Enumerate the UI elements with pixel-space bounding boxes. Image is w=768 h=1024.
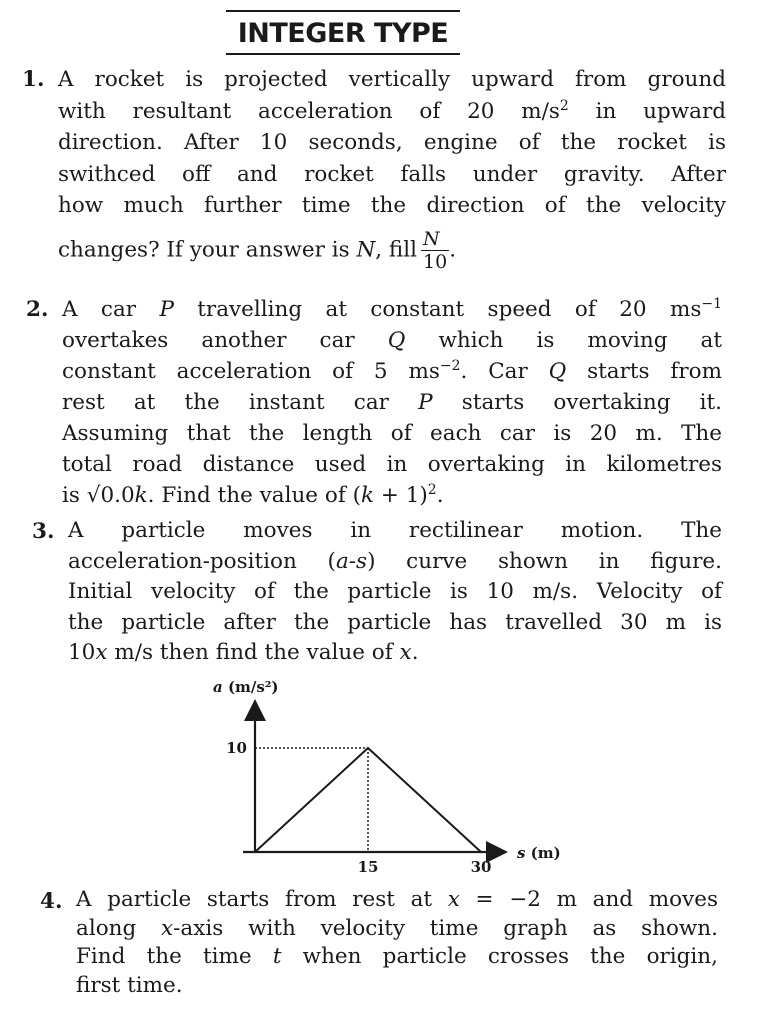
- q1-line-4: swithced off and rocket falls under gravity. After: [58, 161, 726, 187]
- x-tick-label-peak: 15: [357, 858, 379, 876]
- q4-line-1: A particle starts from rest at x = −2 m and moves: [76, 887, 718, 912]
- q2-line-2: overtakes another car Q which is moving at: [62, 328, 722, 353]
- q4-number: 4.: [40, 889, 63, 914]
- question-2: [62, 294, 722, 511]
- q4-line-4: first time.: [76, 972, 183, 998]
- q1-fraction: $\frac{N}{10}$: [423, 227, 448, 273]
- q3-line-1: A particle moves in rectilinear motion. The: [68, 518, 722, 543]
- q2-line-7: is √0.0k. Find the value of $(k + 1)^2$.: [62, 482, 444, 508]
- q2-line-1: A car P travelling at constant speed of 20 $ms^{-1}$: [62, 296, 723, 322]
- q3-line-4: the particle after the particle has travelled 30 m is: [68, 609, 722, 635]
- q2-line-4: rest at the instant car P starts overtaking it.: [62, 390, 723, 415]
- q1-line-2: with resultant acceleration of 20 $m/s^2$ in upward: [58, 97, 726, 124]
- x-tick-label-end: 30: [470, 858, 492, 876]
- q2-line-5: Assuming that the length of each car is 20 m. The: [62, 421, 722, 446]
- q3-line-2: acceleration-position (a-s) curve shown in figure.: [68, 548, 722, 574]
- q1-line-1: A rocket is projected vertically upward from ground: [58, 67, 726, 92]
- y-axis-label: a (m/s²): [213, 678, 279, 696]
- q4-line-2: along x-axis with velocity time graph as shown.: [76, 915, 718, 941]
- acceleration-position-graph: [205, 672, 585, 882]
- q2-line-3: constant acceleration of 5 $ms^{-2}$. Car Q starts from: [62, 358, 722, 384]
- y-tick-label: 10: [226, 739, 247, 757]
- q1-line-6: changes? If your answer is N, fill $\frac{N}{10}$ .: [58, 227, 457, 273]
- q1-line-3: direction. After 10 seconds, engine of the rocket is: [58, 130, 726, 156]
- q3-line-3: Initial velocity of the particle is 10 m/s. Velocity of: [68, 579, 722, 604]
- q1-number: 1.: [22, 67, 45, 92]
- q1-line-5: how much further time the direction of the velocity: [58, 193, 726, 219]
- q2-number: 2.: [26, 297, 49, 322]
- q3-line-5: 10x m/s then find the value of x.: [68, 640, 419, 665]
- q4-line-3: Find the time t when particle crosses the origin,: [76, 944, 718, 969]
- q2-line-6: total road distance used in overtaking in kilometres: [62, 452, 722, 477]
- x-axis-label: s (m): [517, 844, 561, 862]
- section-heading: INTEGER TYPE: [226, 10, 460, 55]
- question-3: [68, 516, 722, 669]
- q3-number: 3.: [32, 519, 55, 544]
- section-heading-wrap: [226, 10, 460, 55]
- question-1: [58, 64, 726, 273]
- question-4: [76, 886, 718, 1000]
